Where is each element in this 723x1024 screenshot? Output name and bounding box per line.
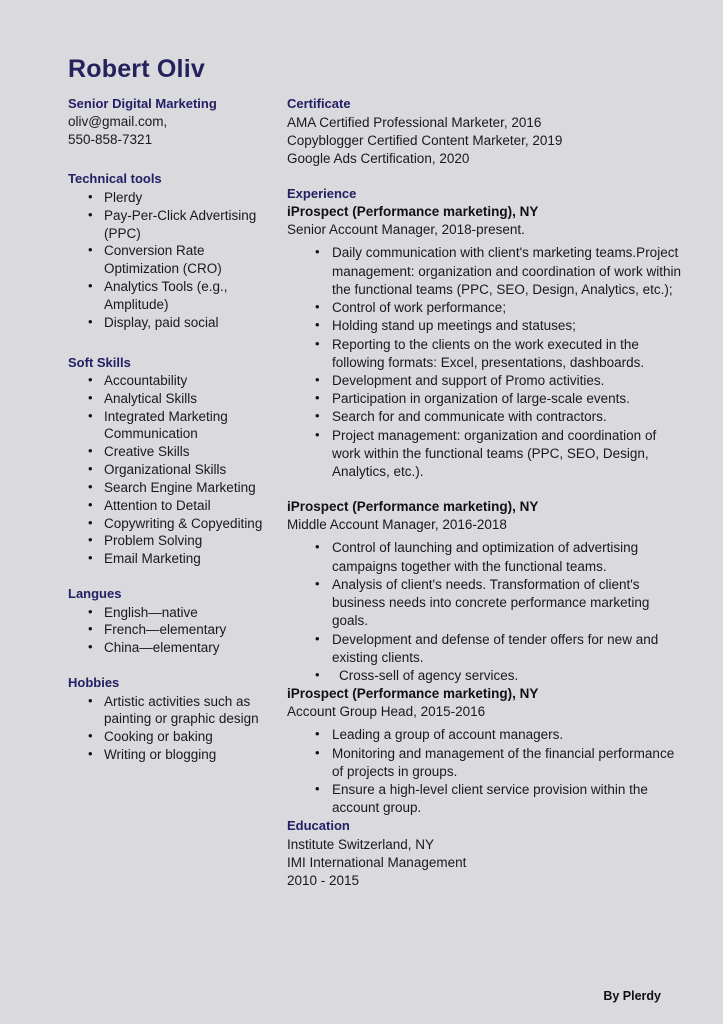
list-item: • Leading a group of account managers. [287, 726, 685, 744]
list-item: • Problem Solving [68, 532, 273, 550]
list-item: • Ensure a high-level client service provision within the account group. [287, 781, 685, 817]
list-item: • Daily communication with client's marketing teams.Project management: organization and coordination of work within the functional teams (PPC, SEO, Design, Analytics, etc.); [287, 244, 685, 299]
section-heading-certificate: Certificate [287, 96, 351, 111]
section-experience [287, 185, 685, 818]
list-item: • Search for and communicate with contractors. [287, 408, 685, 426]
list-item: • Conversion Rate Optimization (CRO) [68, 242, 273, 278]
section-certificate [287, 95, 685, 168]
list-item: • Display, paid social [68, 314, 273, 332]
experience-company: iProspect (Performance marketing), NY [287, 204, 539, 220]
right-column [287, 95, 685, 890]
education-line: IMI International Management [287, 855, 467, 871]
experience-entry [287, 203, 685, 481]
certificate-item: AMA Certified Professional Marketer, 2016 [287, 114, 542, 130]
section-hobbies [68, 674, 273, 764]
list-item: • Pay-Per-Click Advertising (PPC) [68, 207, 273, 243]
list-item: • Development and defense of tender offers for new and existing clients. [287, 631, 685, 667]
hobbies-list [68, 693, 273, 764]
section-heading-langues: Langues [68, 585, 122, 601]
experience-company: iProspect (Performance marketing), NY [287, 499, 539, 515]
list-item: • French—elementary [68, 621, 273, 639]
list-item: • Accountability [68, 372, 273, 390]
experience-bullets [287, 539, 685, 685]
experience-entry [287, 498, 685, 685]
list-item: • Copywriting & Copyediting [68, 515, 273, 533]
contact-email[interactable]: oliv@gmail.com, [68, 113, 168, 129]
list-item: • Artistic activities such as painting or graphic design [68, 693, 273, 729]
experience-bullets [287, 244, 685, 481]
education-line: Institute Switzerland, NY [287, 837, 435, 853]
list-item: • Attention to Detail [68, 497, 273, 515]
list-item: • Cooking or baking [68, 728, 273, 746]
list-item: • Project management: organization and coordination of work within the functional teams (PPC, SEO, Design, Analytics, etc.). [287, 427, 685, 482]
soft-skills-list [68, 372, 273, 568]
certificate-item: Google Ads Certification, 2020 [287, 150, 470, 166]
page-title: Robert Oliv [68, 55, 205, 83]
list-item: • Control of launching and optimization of advertising campaigns together with the functional teams. [287, 539, 685, 575]
section-soft-skills [68, 354, 273, 568]
experience-entry [287, 685, 685, 817]
experience-role: Senior Account Manager, 2018-present. [287, 222, 525, 238]
list-item: • Cross-sell of agency services. [287, 667, 685, 685]
list-item: • Search Engine Marketing [68, 479, 273, 497]
list-item: • Analysis of client's needs. Transformation of client's business needs into concrete performance marketing goals. [287, 576, 685, 631]
list-item: • Organizational Skills [68, 461, 273, 479]
experience-role: Middle Account Manager, 2016-2018 [287, 517, 507, 533]
list-item: • English—native [68, 604, 273, 622]
list-item: • Email Marketing [68, 550, 273, 568]
list-item: • Development and support of Promo activities. [287, 372, 685, 390]
list-item: • Plerdy [68, 189, 273, 207]
langues-list [68, 604, 273, 657]
list-item: • Monitoring and management of the financial performance of projects in groups. [287, 745, 685, 781]
experience-bullets [287, 726, 685, 817]
technical-tools-list [68, 189, 273, 332]
professional-subtitle: Senior Digital Marketing [68, 96, 217, 111]
list-item: • Holding stand up meetings and statuses; [287, 317, 685, 335]
list-item: • Analytics Tools (e.g., Amplitude) [68, 278, 273, 314]
left-column [68, 95, 273, 764]
list-item: • Integrated Marketing Communication [68, 408, 273, 444]
experience-company: iProspect (Performance marketing), NY [287, 686, 539, 702]
contact-phone[interactable]: 550-858-7321 [68, 131, 153, 147]
list-item: • Control of work performance; [287, 299, 685, 317]
section-heading-hobbies: Hobbies [68, 674, 120, 690]
list-item: • Reporting to the clients on the work executed in the following formats: Excel, presentations, dashboards. [287, 336, 685, 372]
list-item: • Analytical Skills [68, 390, 273, 408]
list-item: • Writing or blogging [68, 746, 273, 764]
section-langues [68, 585, 273, 657]
list-item: • Creative Skills [68, 443, 273, 461]
section-heading-technical-tools: Technical tools [68, 171, 162, 187]
section-heading-education: Education [287, 818, 350, 834]
section-heading-experience: Experience [287, 185, 357, 201]
section-heading-soft-skills: Soft Skills [68, 354, 131, 370]
education-line: 2010 - 2015 [287, 873, 360, 889]
section-education [287, 817, 685, 890]
experience-role: Account Group Head, 2015-2016 [287, 704, 486, 720]
section-technical-tools [68, 170, 273, 331]
footer-credit: By Plerdy [603, 989, 661, 1003]
list-item: • Participation in organization of large-scale events. [287, 390, 685, 408]
certificate-item: Copyblogger Certified Content Marketer, 2019 [287, 132, 563, 148]
list-item: • China—elementary [68, 639, 273, 657]
